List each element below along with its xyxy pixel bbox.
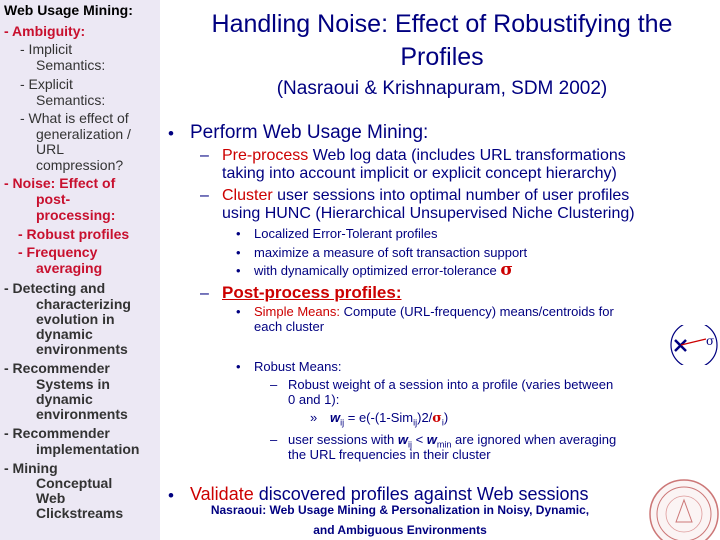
sidebar-item-implicit[interactable]: - Implicit: [20, 41, 73, 57]
item-simple-means: [254, 304, 614, 319]
sidebar-item-recommender-impl-cont: implementation: [36, 441, 140, 457]
ignored-wmin: w: [426, 432, 437, 447]
formula-robust-weight: [330, 410, 448, 431]
bullet-perform: Perform Web Usage Mining:: [190, 122, 429, 143]
sidebar-item-noise-cont1: post-: [36, 191, 71, 207]
centroid-sigma-label: σ: [706, 334, 715, 348]
sidebar-item-ambiguity[interactable]: - Ambiguity:: [4, 23, 86, 39]
sidebar-item-explicit[interactable]: - Explicit: [20, 76, 73, 92]
cluster-keyword: Cluster: [222, 187, 273, 204]
simple-means-text: Compute (URL-frequency) means/centroids for: [343, 304, 614, 319]
ignored-ij: ij: [407, 439, 412, 450]
sidebar-item-generalization-cont3: compression?: [36, 157, 124, 173]
sigma-symbol: σ: [500, 260, 513, 280]
item-error-tolerance: [254, 260, 513, 280]
sub-postprocess: Post-process profiles:: [222, 283, 402, 302]
sub-cluster: [222, 186, 629, 205]
ignored-text-b: <: [411, 432, 427, 447]
preprocess-keyword: Pre-process: [222, 147, 309, 164]
sidebar-item-mining-cont1: Conceptual: [36, 475, 113, 491]
bullet-dot-icon: •: [168, 486, 174, 505]
item-robust-weight: Robust weight of a session into a profile (varies between: [288, 377, 614, 392]
footer-line2: and Ambiguous Environments: [313, 523, 487, 537]
sidebar: [0, 0, 160, 540]
sidebar-item-recommender-cont2: dynamic: [36, 391, 93, 407]
validate-text: discovered profiles against Web sessions: [253, 484, 589, 504]
formula-i: i: [441, 417, 444, 428]
sub-cluster-line2: using HUNC (Hierarchical Unsupervised Niche Clustering): [222, 205, 635, 222]
item-robust-weight-line2: 0 and 1):: [288, 392, 340, 407]
sidebar-item-noise-cont2: processing:: [36, 207, 116, 223]
formula-ij: ij: [340, 417, 345, 428]
footer-line1: Nasraoui: Web Usage Mining & Personalization in Noisy, Dynamic,: [210, 503, 590, 517]
item-simple-means-line2: each cluster: [254, 319, 325, 334]
bullet-dot-icon: •: [236, 359, 241, 374]
sidebar-item-noise[interactable]: - Noise: Effect of: [4, 175, 116, 191]
sidebar-title: Web Usage Mining:: [4, 2, 133, 18]
validate-keyword: Validate: [190, 484, 254, 504]
preprocess-text: Web log data (includes URL transformations: [308, 147, 626, 164]
item-localized: Localized Error-Tolerant profiles: [254, 226, 438, 241]
sidebar-item-detecting-cont4: environments: [36, 341, 128, 357]
sidebar-item-recommender-cont3: environments: [36, 406, 128, 422]
ignored-text-c: are ignored when averaging: [451, 432, 617, 447]
sidebar-item-generalization-cont2: URL: [36, 141, 65, 157]
simple-means-label: Simple Means:: [254, 304, 344, 319]
bullet-dot-icon: •: [236, 263, 241, 278]
sidebar-item-mining-cont3: Clickstreams: [36, 505, 124, 521]
sidebar-item-recommender-cont1: Systems in: [36, 376, 110, 392]
ignored-min: min: [436, 439, 452, 450]
sub-preprocess: [222, 146, 626, 165]
ignored-text-a: user sessions with: [288, 432, 398, 447]
slide-footer: [165, 480, 635, 538]
sidebar-item-mining-cont2: Web: [36, 490, 66, 506]
sidebar-item-robust-profiles[interactable]: - Robust profiles: [18, 226, 130, 242]
sub-preprocess-line2: taking into account implicit or explicit concept hierarchy): [222, 165, 617, 182]
sidebar-item-frequency-cont: averaging: [36, 260, 103, 276]
university-seal-icon: [640, 466, 720, 540]
sidebar-item-detecting[interactable]: - Detecting and: [4, 280, 106, 296]
dash-icon: –: [270, 377, 278, 392]
sidebar-item-explicit-cont: Semantics:: [36, 92, 106, 108]
error-tolerance-text: with dynamically optimized error-tolerance: [254, 263, 497, 278]
dash-icon: –: [200, 187, 209, 204]
formula-sq: )2/: [417, 410, 433, 425]
formula-w: w: [330, 410, 341, 425]
formula-end: ): [443, 410, 449, 425]
sidebar-item-frequency[interactable]: - Frequency: [18, 244, 98, 260]
centroid-sigma-icon: [658, 325, 720, 365]
raquo-icon: »: [310, 410, 318, 425]
dash-icon: –: [200, 147, 209, 164]
bullet-dot-icon: •: [236, 245, 241, 260]
formula-ij2: ij: [413, 417, 418, 428]
sidebar-item-detecting-cont3: dynamic: [36, 326, 93, 342]
sidebar-item-detecting-cont2: evolution in: [36, 311, 115, 327]
sidebar-item-recommender[interactable]: - Recommender: [4, 360, 110, 376]
sidebar-item-mining[interactable]: - Mining: [4, 460, 58, 476]
formula-mid: = e(-(1-Sim: [344, 410, 414, 425]
sidebar-item-generalization-cont1: generalization /: [36, 126, 131, 142]
ignored-w: w: [397, 432, 408, 447]
dash-icon: –: [200, 285, 209, 302]
sidebar-item-implicit-cont: Semantics:: [36, 57, 106, 73]
item-ignored-sessions-line2: the URL frequencies in their cluster: [288, 447, 491, 462]
bullet-dot-icon: •: [236, 226, 241, 241]
slide-citation: (Nasraoui & Krishnapuram, SDM 2002): [276, 78, 608, 99]
bullet-dot-icon: •: [236, 304, 241, 319]
sidebar-item-detecting-cont1: characterizing: [36, 296, 131, 312]
bullet-dot-icon: •: [168, 124, 174, 143]
formula-sigma: σ: [432, 411, 442, 426]
slide-title: Handling Noise: Effect of Robustifying the Profiles: [211, 10, 673, 71]
dash-icon: –: [270, 432, 278, 447]
item-robust-means: Robust Means:: [254, 359, 342, 374]
cluster-text: user sessions into optimal number of user profiles: [272, 187, 630, 204]
sidebar-item-recommender-impl[interactable]: - Recommender: [4, 425, 110, 441]
item-maximize: maximize a measure of soft transaction support: [254, 245, 528, 260]
sidebar-item-generalization[interactable]: - What is effect of: [20, 110, 129, 126]
